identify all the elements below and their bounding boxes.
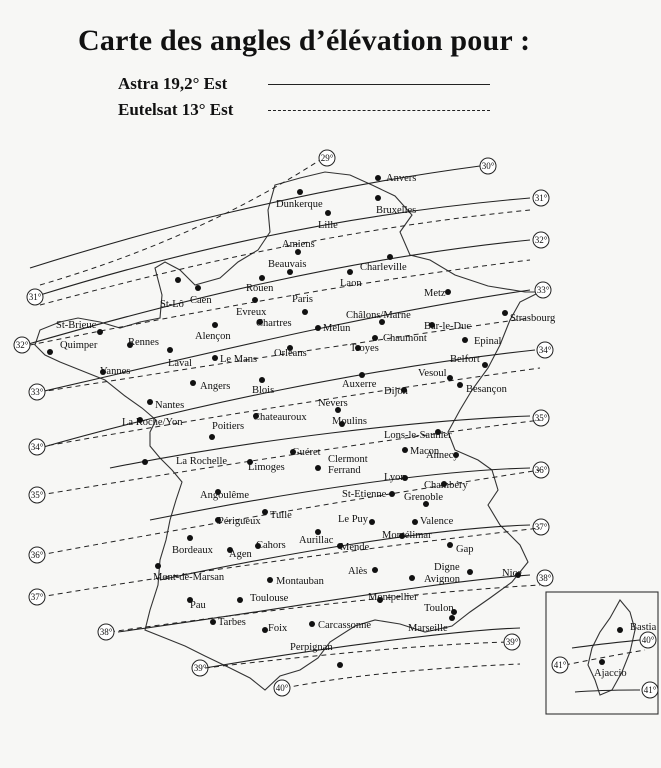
city-label-metz: Metz xyxy=(424,288,446,299)
city-label-mont-de-marsan: Mont-de-Marsan xyxy=(153,572,225,583)
city-label-troyes: Troyes xyxy=(350,343,379,354)
city-label-poitiers: Poitiers xyxy=(212,421,245,432)
city-dot-bruxelles xyxy=(375,195,381,201)
astra-contour-label-39: 39° xyxy=(193,663,207,673)
city-label-besancon: Besançon xyxy=(466,384,507,395)
city-label-marseille: Marseille xyxy=(408,623,448,634)
city-dot-bastia xyxy=(617,627,623,633)
city-label-quimper: Quimper xyxy=(60,340,98,351)
city-label-ales: Alès xyxy=(348,566,368,577)
city-label-limoges: Limoges xyxy=(248,462,285,473)
city-dot-tarbes xyxy=(210,619,216,625)
city-dot-clermont-ferrand xyxy=(315,465,321,471)
city-dot-anvers xyxy=(375,175,381,181)
city-label-beauvais: Beauvais xyxy=(268,259,307,270)
city-label-foix: Foix xyxy=(268,623,288,634)
city-label-lyon: Lyon xyxy=(384,472,406,483)
eutelsat-contour-label-31: 31° xyxy=(28,292,42,302)
astra-contour-label-34: 34° xyxy=(538,345,552,355)
city-label-clermont-ferrand: Clermont Ferrand xyxy=(328,454,368,476)
eutelsat-contour-label-41: 41° xyxy=(553,660,567,670)
city-label-cahors: Cahors xyxy=(256,540,286,551)
legend-astra-label: Astra 19,2° Est xyxy=(118,74,228,93)
city-label-agen: Agen xyxy=(229,549,252,560)
city-label-belfort: Belfort xyxy=(450,354,480,365)
city-label-tarbes: Tarbes xyxy=(218,617,246,628)
city-label-digne: Digne xyxy=(434,562,460,573)
astra-contour-label-33: 33° xyxy=(536,285,550,295)
city-dot-melun xyxy=(315,325,321,331)
city-label-auxerre: Auxerre xyxy=(342,379,377,390)
city-label-montauban: Montauban xyxy=(276,576,324,587)
city-label-vesoul: Vesoul xyxy=(418,368,447,379)
city-dot-perpignan xyxy=(337,662,343,668)
city-label-chambery: Chambéry xyxy=(424,480,468,491)
city-label-angouleme: Angoulême xyxy=(200,490,249,501)
city-label-laval: Laval xyxy=(168,358,192,369)
city-dot-angers xyxy=(190,380,196,386)
city-label-evreux: Evreux xyxy=(236,307,267,318)
city-label-la-roche-yon: La Roche/Yon xyxy=(122,417,183,428)
astra-contour-label-31: 31° xyxy=(534,193,548,203)
city-dot-lille xyxy=(325,210,331,216)
city-dot-strasbourg xyxy=(502,310,508,316)
city-label-bordeaux: Bordeaux xyxy=(172,545,213,556)
city-label-chaumont: Chaumont xyxy=(383,333,427,344)
city-label-nice: Nice xyxy=(502,568,522,579)
city-label-chalons: Châlons/Marne xyxy=(346,310,411,321)
eutelsat-contour-label-29: 29° xyxy=(320,153,334,163)
city-label-valence: Valence xyxy=(420,516,454,527)
map-title: Carte des angles d’élévation pour : xyxy=(78,24,531,57)
city-dot-metz xyxy=(445,289,451,295)
city-dot-montauban xyxy=(267,577,273,583)
city-label-dunkerque: Dunkerque xyxy=(276,199,323,210)
city-dot-chaumont xyxy=(372,335,378,341)
city-label-nantes: Nantes xyxy=(155,400,185,411)
city-dot-caen xyxy=(195,285,201,291)
astra-contour-39 xyxy=(205,628,520,668)
city-markers xyxy=(47,173,657,679)
city-label-orleans: Orléans xyxy=(274,348,307,359)
city-dot-digne xyxy=(467,569,473,575)
astra-contour-label-32: 32° xyxy=(534,235,548,245)
city-label-annecy: Annecy xyxy=(426,450,459,461)
city-label-laon: Laon xyxy=(340,278,362,289)
astra-contour-40 xyxy=(572,640,640,648)
city-label-le-puy: Le Puy xyxy=(338,514,369,525)
city-dot-evreux xyxy=(252,297,258,303)
city-label-nevers: Nevers xyxy=(318,398,348,409)
city-label-paris: Paris xyxy=(292,294,313,305)
city-dot-laon xyxy=(347,269,353,275)
city-dot-ales xyxy=(372,567,378,573)
city-label-le-mans: Le Mans xyxy=(220,354,258,365)
city-dot-gap xyxy=(447,542,453,548)
city-label-pau: Pau xyxy=(190,600,206,611)
city-label-macon: Macon xyxy=(410,446,440,457)
eutelsat-contour-label-38: 38° xyxy=(99,627,113,637)
corsica-coastline xyxy=(588,600,635,695)
city-label-tulle: Tulle xyxy=(270,510,292,521)
city-dot-blois xyxy=(259,377,265,383)
astra-contour-label-30: 30° xyxy=(481,161,495,171)
city-dot-alencon xyxy=(212,322,218,328)
city-label-dijon: Dijon xyxy=(384,386,408,397)
city-label-st-brieuc: St-Brieuc xyxy=(56,320,97,331)
city-dot-st-brieuc xyxy=(97,329,103,335)
city-dot-mont-de-marsan xyxy=(155,563,161,569)
city-label-perigueux: Périgueux xyxy=(218,516,261,527)
eutelsat-contour-label-37: 37° xyxy=(30,592,44,602)
eutelsat-contour-label-32: 32° xyxy=(15,340,29,350)
city-label-vannes: Vannes xyxy=(100,366,131,377)
city-dot-tulle xyxy=(262,509,268,515)
eutelsat-contour-label-39: 39° xyxy=(505,637,519,647)
city-label-gueret: Guéret xyxy=(292,447,321,458)
city-label-bruxelles: Bruxelles xyxy=(376,205,417,216)
city-dot-belfort xyxy=(482,362,488,368)
city-dot-valence xyxy=(412,519,418,525)
city-dot-rouen xyxy=(259,275,265,281)
city-dot-laval xyxy=(167,347,173,353)
city-label-lons-le-saunier: Lons-le-Saunier xyxy=(384,430,452,441)
city-label-toulouse: Toulouse xyxy=(250,593,289,604)
city-dot-charleville xyxy=(387,254,393,260)
city-label-montpellier: Montpellier xyxy=(368,592,418,603)
city-label-st-etienne: St-Etienne xyxy=(342,489,387,500)
city-label-rennes: Rennes xyxy=(128,337,159,348)
city-dot-st-lo xyxy=(175,277,181,283)
city-dot-ajaccio xyxy=(599,659,605,665)
city-label-bar-le-duc: Bar-le-Duc xyxy=(424,321,472,332)
city-label-anvers: Anvers xyxy=(386,173,417,184)
city-label-st-lo: St-Lô xyxy=(160,299,184,310)
city-label-rouen: Rouen xyxy=(246,283,274,294)
eutelsat-contour-label-34: 34° xyxy=(30,442,44,452)
eutelsat-contour-label-36: 36° xyxy=(30,550,44,560)
city-dot-st-etienne xyxy=(389,491,395,497)
city-label-lille: Lille xyxy=(318,220,338,231)
eutelsat-contour-41 xyxy=(565,650,645,665)
city-label-grenoble: Grenoble xyxy=(404,492,444,503)
city-label-gap: Gap xyxy=(456,544,474,555)
city-label-toulon: Toulon xyxy=(424,603,454,614)
city-dot-la-rochelle xyxy=(142,459,148,465)
astra-contour-label-41: 41° xyxy=(643,685,657,695)
city-label-blois: Blois xyxy=(252,385,275,396)
city-label-perpignan: Perpignan xyxy=(290,642,333,653)
city-label-montelimar: Montélimar xyxy=(382,530,432,541)
city-dot-epinal xyxy=(462,337,468,343)
astra-contour-label-37: 37° xyxy=(534,522,548,532)
eutelsat-contour-label-33: 33° xyxy=(30,387,44,397)
city-dot-nantes xyxy=(147,399,153,405)
astra-contour-label-40: 40° xyxy=(641,635,655,645)
coastline-layer xyxy=(35,172,658,714)
eutelsat-contour-39 xyxy=(205,642,520,668)
eutelsat-contour-40 xyxy=(285,664,520,688)
corsica-inset-frame xyxy=(546,592,658,714)
city-dot-carcassonne xyxy=(309,621,315,627)
city-label-melun: Melun xyxy=(323,323,351,334)
legend-eutelsat-label: Eutelsat 13° Est xyxy=(118,100,234,119)
city-label-charleville: Charleville xyxy=(360,262,407,273)
city-dot-besancon xyxy=(457,382,463,388)
city-dot-avignon xyxy=(409,575,415,581)
city-dot-quimper xyxy=(47,349,53,355)
eutelsat-contour-label-35: 35° xyxy=(30,490,44,500)
city-label-amiens: Amiens xyxy=(282,239,315,250)
astra-contour-label-38: 38° xyxy=(538,573,552,583)
city-label-chateauroux: Chateauroux xyxy=(253,412,307,423)
city-dot-le-puy xyxy=(369,519,375,525)
city-label-alencon: Alençon xyxy=(195,331,231,342)
city-dot-auxerre xyxy=(359,372,365,378)
city-dot-bordeaux xyxy=(187,535,193,541)
city-label-chartres: Chartres xyxy=(256,318,292,329)
city-label-strasbourg: Strasbourg xyxy=(510,313,556,324)
city-dot-dunkerque xyxy=(297,189,303,195)
city-label-avignon: Avignon xyxy=(424,574,460,585)
city-label-aurillac: Aurillac xyxy=(299,535,334,546)
astra-contour-label-36: 36° xyxy=(534,465,548,475)
city-dot-vesoul xyxy=(447,375,453,381)
city-label-la-rochelle: La Rochelle xyxy=(176,456,228,467)
astra-contour-label-35: 35° xyxy=(534,413,548,423)
city-dot-macon xyxy=(402,447,408,453)
eutelsat-contour-label-40: 40° xyxy=(275,683,289,693)
city-label-epinal: Epinal xyxy=(474,336,502,347)
city-label-ajaccio: Ajaccio xyxy=(594,668,627,679)
city-dot-le-mans xyxy=(212,355,218,361)
city-dot-marseille xyxy=(449,615,455,621)
city-label-angers: Angers xyxy=(200,381,231,392)
city-label-carcassonne: Carcassonne xyxy=(318,620,372,631)
city-dot-paris xyxy=(302,309,308,315)
city-dot-toulouse xyxy=(237,597,243,603)
city-label-caen: Caen xyxy=(190,295,212,306)
city-label-moulins: Moulins xyxy=(332,416,368,427)
city-dot-poitiers xyxy=(209,434,215,440)
city-label-mende: Mende xyxy=(340,542,370,553)
eutelsat-contour-31 xyxy=(40,210,530,305)
city-label-bastia: Bastia xyxy=(630,622,657,633)
